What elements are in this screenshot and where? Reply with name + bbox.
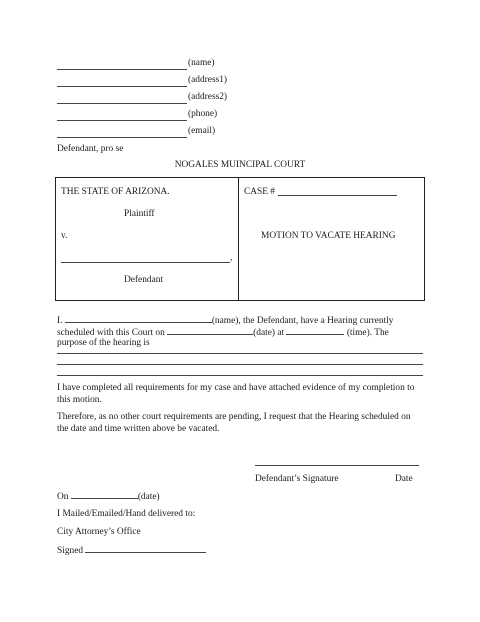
- defendant-name-line[interactable]: [61, 262, 230, 263]
- signed-row: [57, 543, 206, 557]
- mailed-text: I Mailed/Emailed/Hand delivered to:: [57, 509, 196, 519]
- caption-plaintiff: Plaintiff: [124, 209, 155, 219]
- on-label: On: [57, 492, 71, 502]
- purpose-line-2[interactable]: [57, 364, 423, 365]
- address1-line[interactable]: [57, 86, 187, 87]
- email-label: (email): [188, 126, 216, 136]
- signature-date-label: Date: [395, 474, 413, 484]
- on-date-blank[interactable]: [71, 489, 138, 499]
- signature-line[interactable]: [255, 465, 419, 466]
- phone-line[interactable]: [57, 120, 187, 121]
- caption-divider: [238, 177, 239, 301]
- address2-line[interactable]: [57, 103, 187, 104]
- address2-label: (address2): [188, 92, 228, 102]
- signature-label: Defendant’s Signature: [255, 474, 339, 484]
- p1-line2-start: scheduled with this Court on: [57, 328, 168, 338]
- case-number-line[interactable]: [278, 195, 397, 196]
- purpose-line-1[interactable]: [57, 353, 423, 354]
- address1-label: (address1): [188, 75, 228, 85]
- caption-versus: v.: [61, 231, 68, 241]
- case-label: CASE #: [244, 187, 275, 197]
- name-label: (name): [188, 58, 215, 68]
- p3: Therefore, as no other court requirements are pending, I request that the Hearing scheduled on the date and time written above be vacated.: [57, 412, 411, 435]
- email-line[interactable]: [57, 137, 187, 138]
- recipient-text: City Attorney’s Office: [57, 527, 141, 537]
- purpose-line-3[interactable]: [57, 375, 423, 376]
- p1-time-text: (time). The: [344, 328, 389, 338]
- caption-state: THE STATE OF ARIZONA.: [61, 187, 170, 197]
- name-line[interactable]: [57, 69, 187, 70]
- defendant-pro-se: Defendant, pro se: [57, 144, 124, 154]
- signed-blank[interactable]: [85, 543, 206, 553]
- p1-name-blank[interactable]: [65, 313, 212, 323]
- on-date-row: [57, 489, 160, 503]
- p1-time-blank[interactable]: [286, 325, 344, 335]
- on-date-text: (date): [137, 492, 160, 502]
- p2: I have completed all requirements for my case and have attached evidence of my completion to this motion.: [57, 383, 415, 406]
- caption-comma: ,: [230, 253, 233, 263]
- p1-start: I.: [57, 316, 65, 326]
- p1-line3: purpose of the hearing is: [57, 338, 150, 348]
- p1-date-blank[interactable]: [167, 325, 253, 335]
- signed-label: Signed: [57, 546, 86, 556]
- caption-defendant: Defendant: [124, 275, 164, 285]
- court-title: NOGALES MUINCIPAL COURT: [174, 160, 306, 170]
- phone-label: (phone): [188, 109, 218, 119]
- p1-date-text: (date) at: [253, 328, 287, 338]
- p1-name-text: (name), the Defendant, have a Hearing currently: [211, 316, 394, 326]
- motion-title: MOTION TO VACATE HEARING: [261, 231, 396, 241]
